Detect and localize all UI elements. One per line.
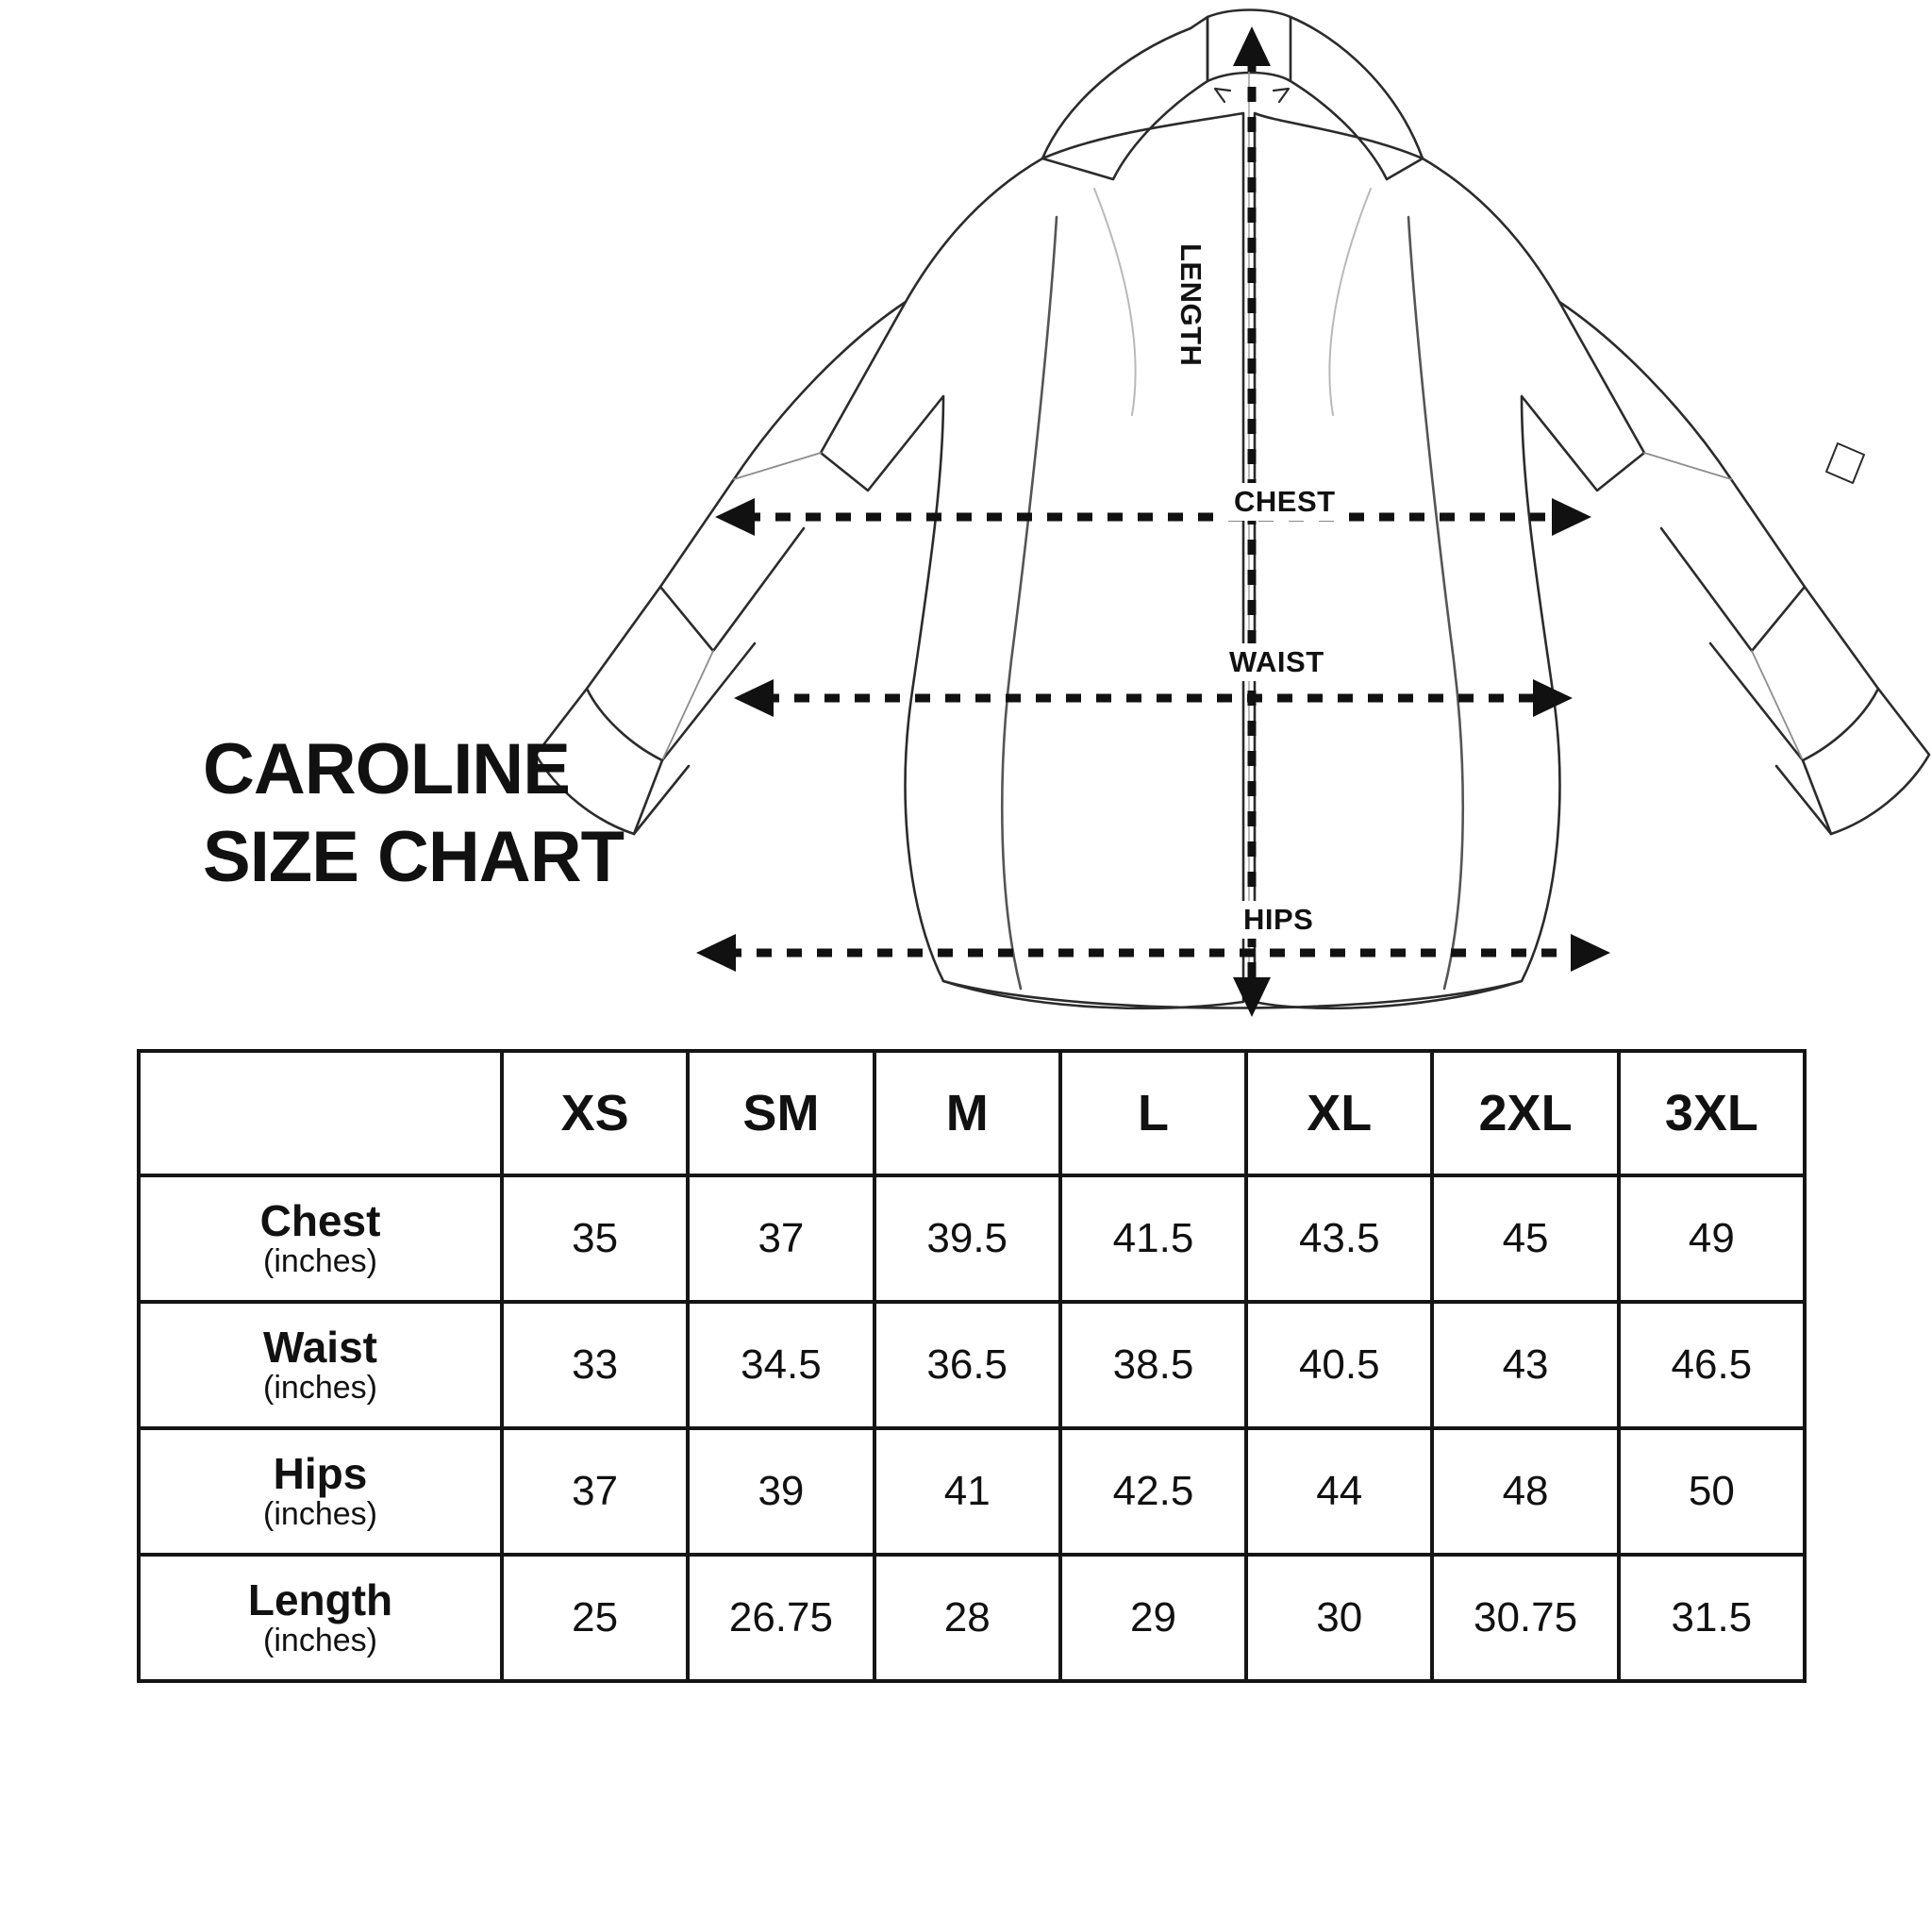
cell-hips-3xl: 50: [1619, 1428, 1805, 1555]
cell-length-xl: 30: [1246, 1555, 1432, 1681]
table-row-length: [139, 1555, 1805, 1681]
row-header-length-name: Length: [247, 1574, 393, 1624]
row-header-waist: [139, 1302, 502, 1428]
table-row-chest: [139, 1175, 1805, 1302]
cell-chest-2xl: 45: [1432, 1175, 1618, 1302]
cell-length-3xl: 31.5: [1619, 1555, 1805, 1681]
table-row-hips: [139, 1428, 1805, 1555]
row-header-length: [139, 1555, 502, 1681]
row-header-waist-unit: (inches): [263, 1370, 377, 1407]
cell-waist-xl: 40.5: [1246, 1302, 1432, 1428]
cell-hips-m: 41: [874, 1428, 1060, 1555]
cell-waist-sm: 34.5: [688, 1302, 874, 1428]
cell-hips-2xl: 48: [1432, 1428, 1618, 1555]
waist-measurement-label: WAIST: [1222, 643, 1332, 681]
cell-chest-m: 39.5: [874, 1175, 1060, 1302]
row-header-chest-name: Chest: [259, 1195, 381, 1245]
size-column-header-3xl: 3XL: [1619, 1051, 1805, 1175]
page-title: [203, 726, 731, 901]
size-column-header-sm: SM: [688, 1051, 874, 1175]
cell-chest-3xl: 49: [1619, 1175, 1805, 1302]
row-header-chest-unit: (inches): [263, 1243, 377, 1280]
title-line-1: CAROLINE: [203, 729, 570, 809]
cell-hips-sm: 39: [688, 1428, 874, 1555]
cell-length-m: 28: [874, 1555, 1060, 1681]
cell-chest-sm: 37: [688, 1175, 874, 1302]
row-header-hips-unit: (inches): [263, 1496, 377, 1533]
row-header-waist-name: Waist: [263, 1322, 377, 1372]
cell-waist-3xl: 46.5: [1619, 1302, 1805, 1428]
cell-chest-l: 41.5: [1060, 1175, 1246, 1302]
size-column-header-2xl: 2XL: [1432, 1051, 1618, 1175]
cell-chest-xs: 35: [502, 1175, 688, 1302]
row-header-chest: [139, 1175, 502, 1302]
row-header-hips: [139, 1428, 502, 1555]
size-chart-table: [137, 1049, 1807, 1683]
chest-measurement-label: CHEST: [1226, 483, 1343, 521]
cell-length-sm: 26.75: [688, 1555, 874, 1681]
cell-length-2xl: 30.75: [1432, 1555, 1618, 1681]
table-header-row: [139, 1051, 1805, 1175]
row-header-hips-name: Hips: [273, 1448, 368, 1498]
cell-hips-l: 42.5: [1060, 1428, 1246, 1555]
row-header-length-unit: (inches): [263, 1623, 377, 1659]
cell-waist-2xl: 43: [1432, 1302, 1618, 1428]
cell-length-xs: 25: [502, 1555, 688, 1681]
cell-chest-xl: 43.5: [1246, 1175, 1432, 1302]
table-corner-cell: [139, 1051, 502, 1175]
length-measurement-label: LENGTH: [1172, 236, 1209, 374]
cell-waist-l: 38.5: [1060, 1302, 1246, 1428]
hips-measurement-label: HIPS: [1236, 901, 1321, 939]
cell-waist-xs: 33: [502, 1302, 688, 1428]
size-column-header-xs: XS: [502, 1051, 688, 1175]
size-column-header-m: M: [874, 1051, 1060, 1175]
cell-hips-xs: 37: [502, 1428, 688, 1555]
cell-hips-xl: 44: [1246, 1428, 1432, 1555]
table-row-waist: [139, 1302, 1805, 1428]
size-column-header-l: L: [1060, 1051, 1246, 1175]
title-line-2: SIZE CHART: [203, 816, 624, 897]
cell-waist-m: 36.5: [874, 1302, 1060, 1428]
cell-length-l: 29: [1060, 1555, 1246, 1681]
size-column-header-xl: XL: [1246, 1051, 1432, 1175]
